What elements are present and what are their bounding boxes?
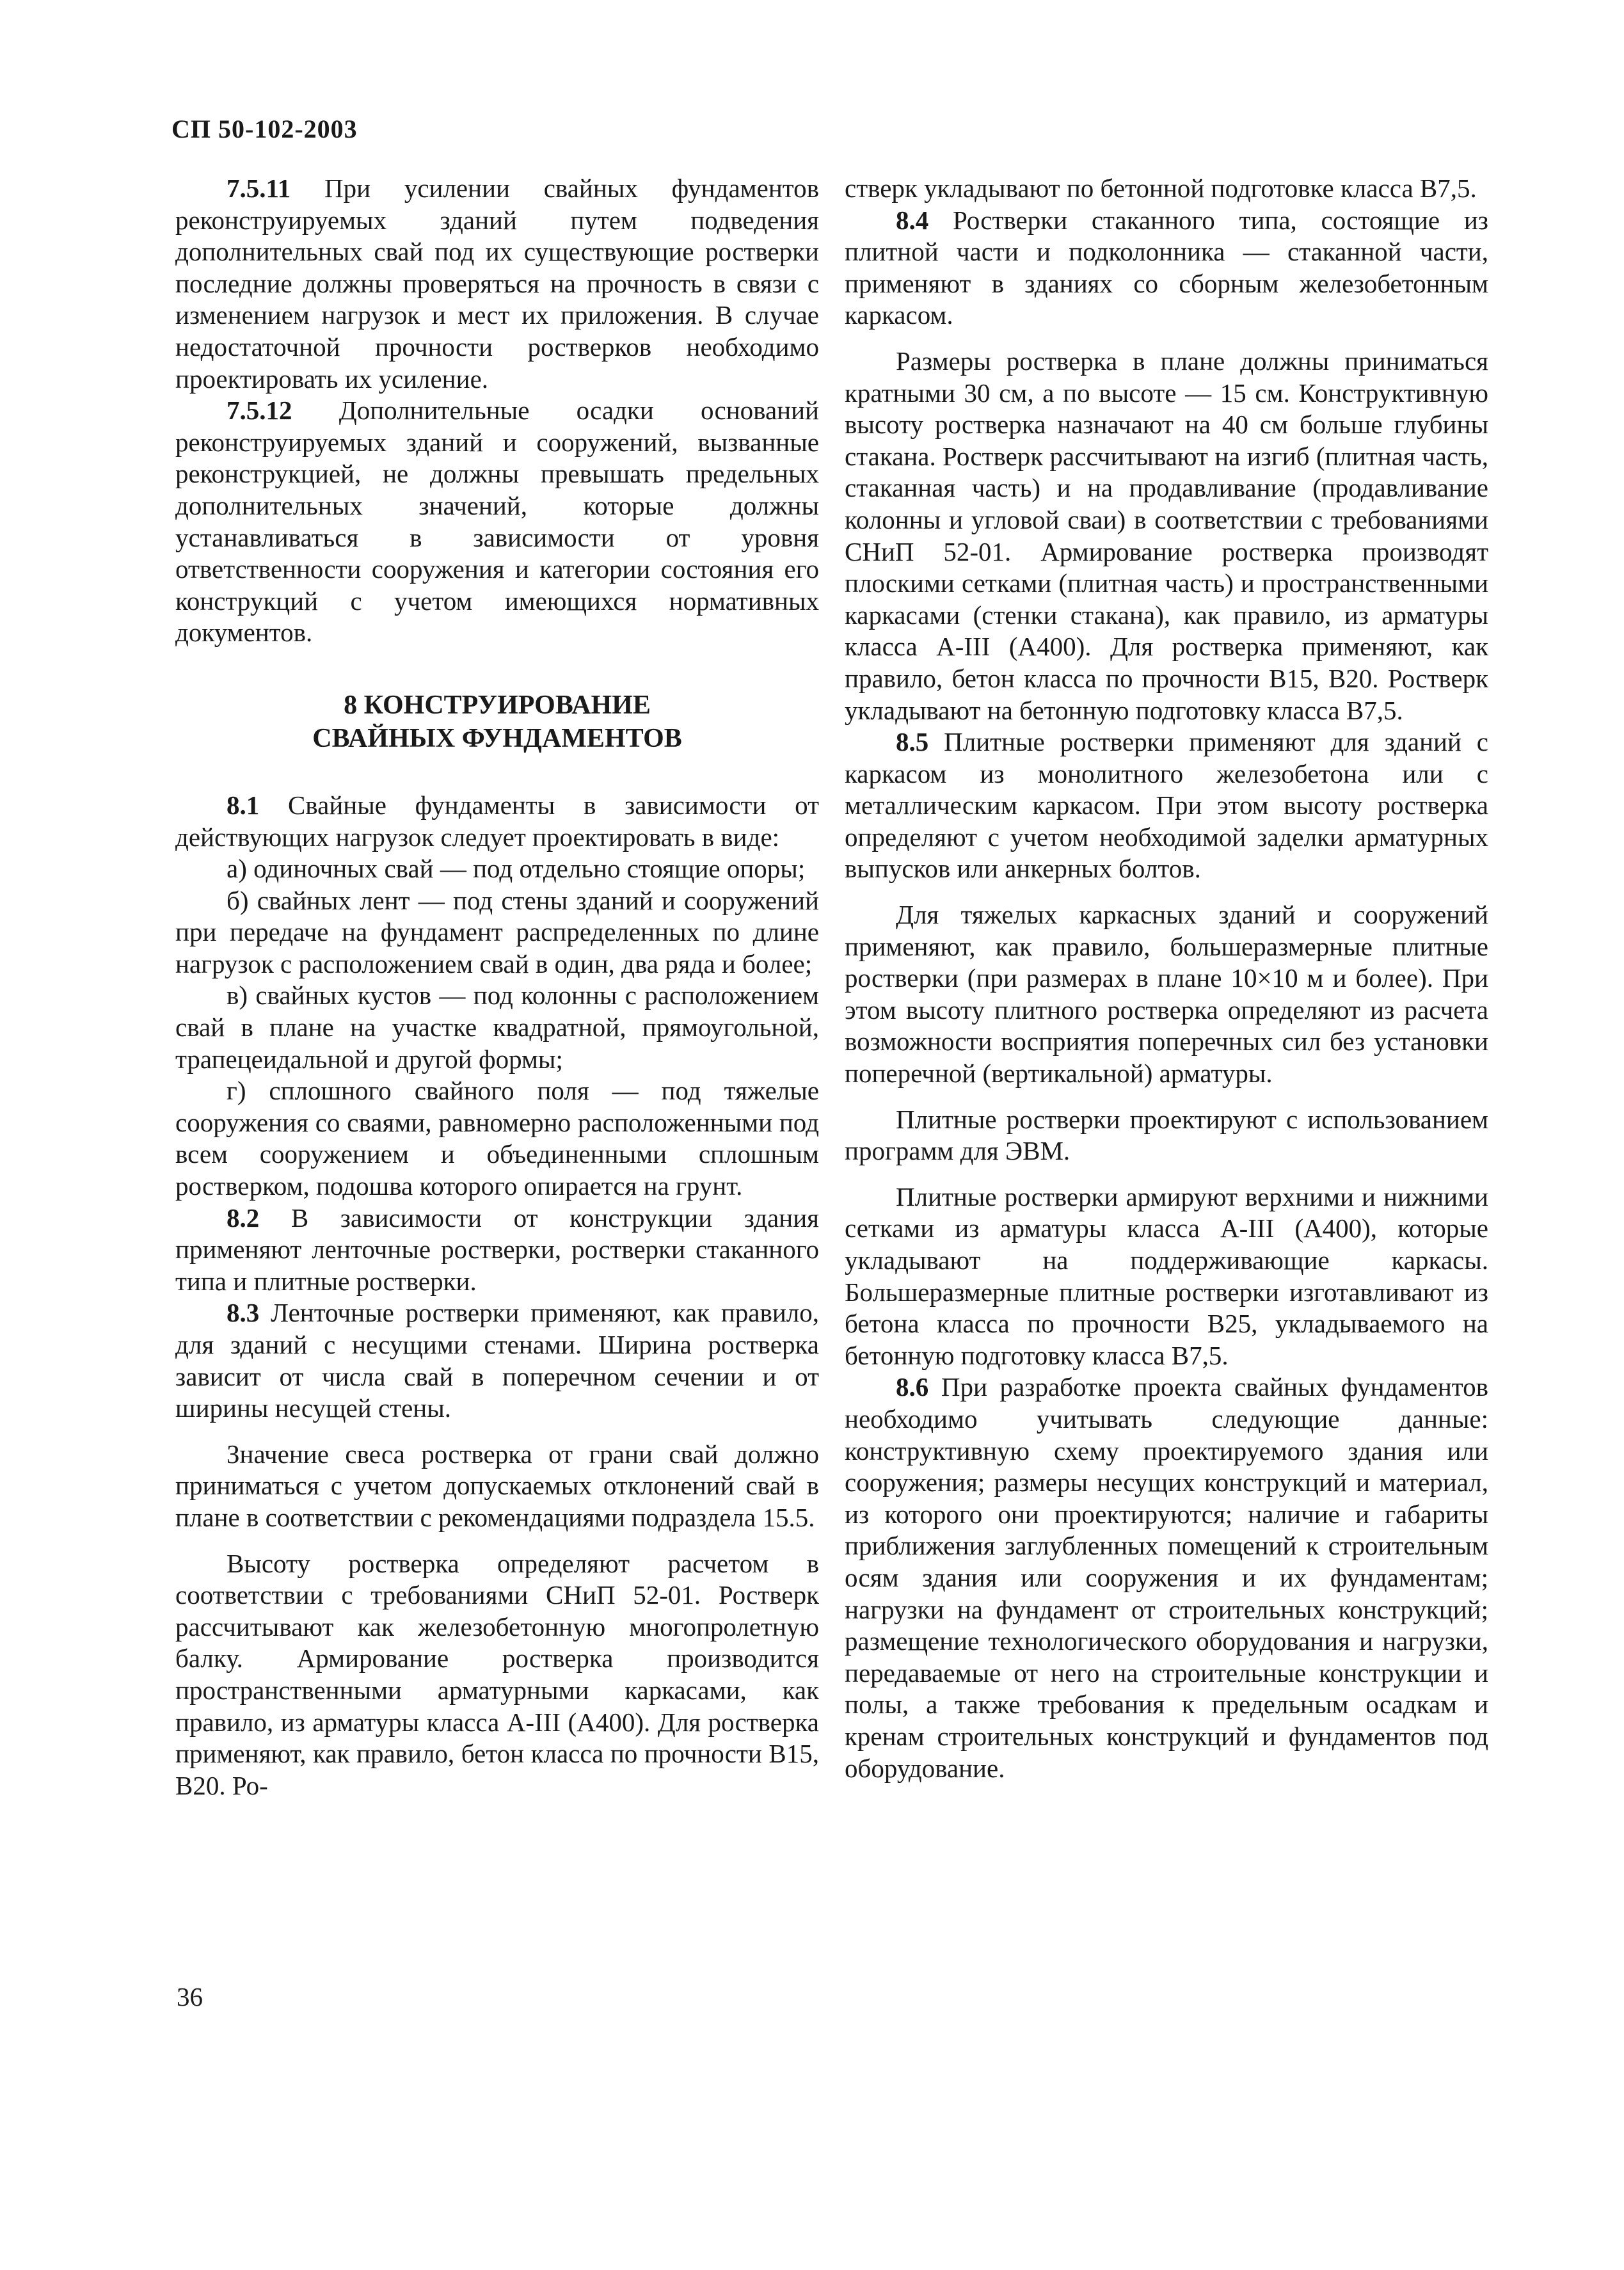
clause-number: 8.3 [227,1298,260,1328]
clause-number: 7.5.12 [227,396,292,426]
paragraph-8-2 [175,1203,819,1298]
paragraph-8-5-heavy: Для тяжелых каркасных зданий и сооружений применяют, как правило, большеразмерные плитные ростверки (при размерах в плане 10×10 м и более). При этом высоту плитного ростверка определяют из расчета возможности восприятия поперечных сил без установки поперечной (вертикальной) арматуры. [845,900,1488,1089]
clause-number: 8.6 [896,1372,929,1402]
list-item-d: г) сплошного свайного поля — под тяжелые сооружения со сваями, равномерно расположенными под всем сооружением и объединенными сплошным ростверком, подошва которого опирается на грунт. [175,1076,819,1201]
paragraph-8-3-overhang: Значение свеса ростверка от грани свай должно приниматься с учетом допускаемых отклонений свай в плане в соответствии с рекомендациями подраздела 15.5. [175,1439,819,1532]
clause-text: При разработке проекта свайных фундаментов необходимо учитывать следующие данные: конструктивную схему проектируемого здания или сооружения; размеры несущих конструкций и материал, из которого они проектируются; наличие и габариты приближения заглубленных помещений к строительным осям здания или сооружения и их фундаментам; нагрузки на фундамент от строительных конструкций; размещение технологического оборудования и нагрузки, передаваемые от него на строительные конструкции и полы, а также требования к предельным осадкам и кренам строительных конструкций и фундаментов под оборудование. [845,1372,1488,1783]
paragraph-8-3 [175,1297,819,1424]
paragraph-8-5-design: Плитные ростверки проектируют с использованием программ для ЭВМ. [845,1104,1488,1166]
list-item-a: а) одиночных свай — под отдельно стоящие опоры; [227,854,806,884]
clause-text: В зависимости от конструкции здания применяют ленточные ростверки, ростверки стаканного типа и плитные ростверки. [175,1203,819,1296]
clause-number: 8.1 [227,790,260,820]
paragraph-7-5-11 [175,173,819,395]
section-heading-line-1: 8 КОНСТРУИРОВАНИЕ [344,690,651,720]
clause-text: Ленточные ростверки применяют, как правило, для зданий с несущими стенами. Ширина ростверка зависит от числа свай в поперечном сечении и от ширины несущей стены. [175,1298,819,1423]
left-column [175,173,819,1802]
clause-number: 8.4 [896,205,929,235]
page-number: 36 [177,1982,203,2011]
paragraph-8-6 [845,1371,1488,1784]
paragraph-8-5-reinforcement: Плитные ростверки армируют верхними и нижними сетками из арматуры класса А-III (А400), которые укладывают на поддерживающие каркасы. Большеразмерные плитные ростверки изготавливают из бетона класса по прочности В25, укладываемого на бетонную подготовку класса В7,5. [845,1181,1488,1370]
list-item-c: в) свайных кустов — под колонны с расположением свай в плане на участке квадратной, прямоугольной, трапецеидальной и другой формы; [175,980,819,1074]
clause-number: 7.5.11 [227,173,291,203]
paragraph-8-4 [845,205,1488,332]
clause-text: Плитные ростверки применяют для зданий с каркасом из монолитного железобетона или с металлическим каркасом. При этом высоту ростверка определяют с учетом необходимой заделки арматурных выпусков или анкерных болтов. [845,727,1488,884]
paragraph-continuation: стверк укладывают по бетонной подготовке класса В7,5. [845,173,1477,203]
clause-text: Свайные фундаменты в зависимости от действующих нагрузок следует проектировать в виде: [175,790,819,852]
running-header-doc-code: СП 50-102-2003 [171,115,358,143]
list-item-b: б) свайных лент — под стены зданий и сооружений при передаче на фундамент распределенных по длине нагрузок с расположением свай в один, два ряда и более; [175,885,819,979]
paragraph-8-4-dimensions: Размеры ростверка в плане должны приниматься кратными 30 см, а по высоте — 15 см. Конструктивную высоту ростверка назначают на 40 см больше глубины стакана. Ростверк рассчитывают на изгиб (плитная часть, стаканная часть) и на продавливание (продавливание колонны и угловой сваи) в соответствии с требованиями СНиП 52-01. Армирование ростверка производят плоскими сетками (плитная часть) и пространственными каркасами (стенки стакана), как правило, из арматуры класса А-III (А400). Для ростверка применяют, как правило, бетон класса по прочности В15, В20. Ростверк укладывают на бетонную подготовку класса В7,5. [845,346,1488,725]
clause-text: Ростверки стаканного типа, состоящие из плитной части и подколонника — стаканной части, применяют в зданиях со сборным железобетонным каркасом. [845,205,1488,330]
section-heading-line-2: СВАЙНЫХ ФУНДАМЕНТОВ [312,723,682,753]
clause-number: 8.2 [227,1203,260,1233]
clause-text: Дополнительные осадки оснований реконструируемых зданий и сооружений, вызванные реконструкцией, не должны превышать предельных дополнительных значений, которые должны устанавливаться в зависимости от уровня ответственности сооружения и категории состояния его конструкций с учетом имеющихся нормативных документов. [175,396,819,648]
section-heading [175,689,819,755]
paragraph-7-5-12 [175,395,819,649]
right-column [845,173,1488,1784]
clause-text: При усилении свайных фундаментов реконструируемых зданий путем подведения дополнительных свай под их существующие ростверки последние должны проверяться на прочность в связи с изменением нагрузок и мест их приложения. В случае недостаточной прочности ростверков необходимо проектировать их усиление. [175,173,819,394]
paragraph-8-3-height: Высоту ростверка определяют расчетом в соответствии с требованиями СНиП 52-01. Ростверк рассчитывают как железобетонную многопролетную балку. Армирование ростверка производится пространственными арматурными каркасами, как правило, из арматуры класса А-III (А400). Для ростверка применяют, как правило, бетон класса по прочности В15, В20. Ро- [175,1548,819,1800]
paragraph-8-5 [845,726,1488,885]
paragraph-8-1 [175,790,819,853]
clause-number: 8.5 [896,727,929,757]
